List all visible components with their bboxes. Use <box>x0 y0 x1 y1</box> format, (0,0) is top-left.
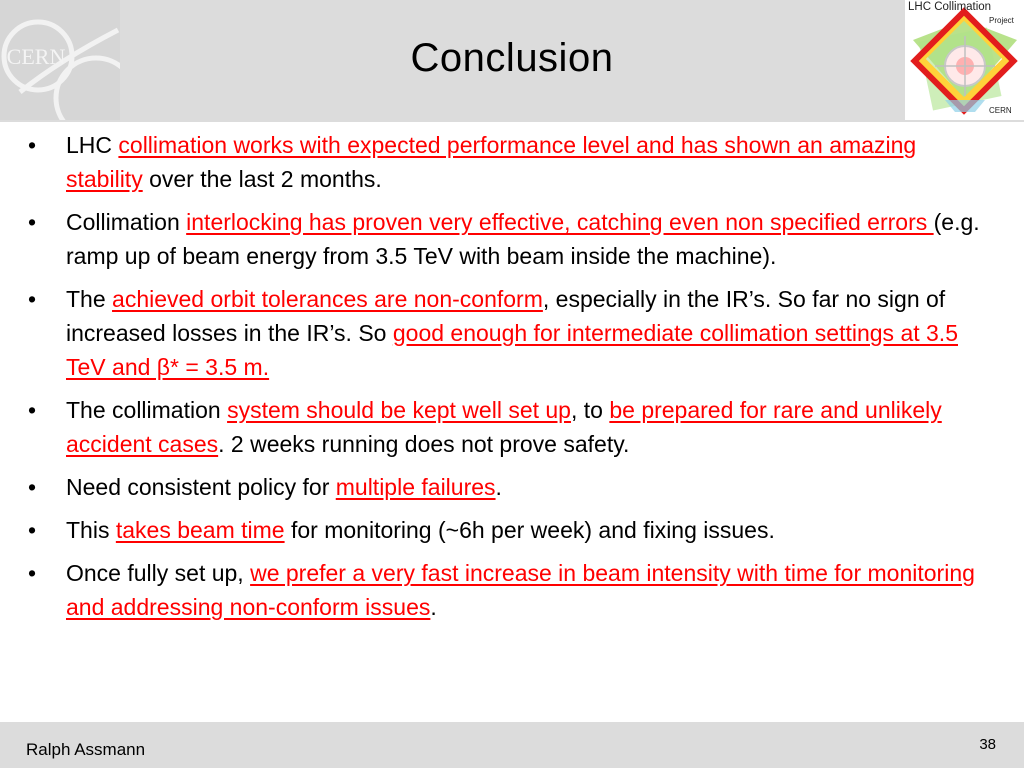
bullet-text: . <box>430 594 437 620</box>
highlighted-text: multiple failures <box>335 474 496 500</box>
bullet-item-1 <box>0 128 1024 196</box>
bullet-list <box>0 128 1024 633</box>
bullet-text: . 2 weeks running does not prove safety. <box>218 431 630 457</box>
bullet-marker: • <box>28 132 37 158</box>
highlighted-text: system should be kept well set up <box>227 397 571 423</box>
author-name: Ralph Assmann <box>26 740 146 759</box>
bullet-text: Collimation <box>66 209 187 235</box>
bullet-text: over the last 2 months. <box>142 166 382 192</box>
bullet-text: The collimation <box>66 397 228 423</box>
page-title: Conclusion <box>410 36 614 80</box>
svg-text:CERN: CERN <box>6 44 66 69</box>
bullet-text: , to <box>570 397 610 423</box>
page-number: 38 <box>979 736 996 753</box>
highlighted-text: interlocking has proven very effective, catching even non specified errors <box>186 209 934 235</box>
bullet-text: This <box>66 517 116 543</box>
bullet-marker: • <box>28 560 37 586</box>
bullet-item-7 <box>0 556 1024 624</box>
logo-title-text: LHC Collimation <box>908 1 992 13</box>
bullet-text: (e.g. ramp up of beam energy from 3.5 TeV with beam inside the machine). <box>66 209 980 269</box>
bullet-marker: • <box>28 474 37 500</box>
highlighted-text: we prefer a very fast increase in beam intensity with time for monitoring and addressing non-conform issues <box>66 560 975 620</box>
highlighted-text: achieved orbit tolerances are non-conform <box>112 286 543 312</box>
logo-cern-text: CERN <box>989 106 1012 115</box>
bullet-text: . <box>495 474 502 500</box>
highlighted-text: good enough for intermediate collimation settings at 3.5 TeV and β* = 3.5 m. <box>66 320 958 380</box>
bullet-item-6 <box>0 513 1024 547</box>
bullet-text: Need consistent policy for <box>66 474 336 500</box>
bullet-text: LHC <box>66 132 119 158</box>
highlighted-text: takes beam time <box>115 517 285 543</box>
bullet-marker: • <box>28 209 37 235</box>
highlighted-text: collimation works with expected performance level and has shown an amazing stability <box>66 132 917 192</box>
header-band <box>0 0 1024 122</box>
highlighted-text: be prepared for rare and unlikely accident cases <box>66 397 942 457</box>
bullet-marker: • <box>28 286 37 312</box>
bullet-item-4 <box>0 393 1024 461</box>
bullet-text: , especially in the IR’s. So far no sign of increased losses in the IR’s. So <box>66 286 946 346</box>
bullet-marker: • <box>28 397 37 423</box>
bullet-item-5 <box>0 470 1024 504</box>
bullet-marker: • <box>28 517 37 543</box>
bullet-item-2 <box>0 205 1024 273</box>
footer-band <box>0 722 1024 768</box>
lhc-collimation-project-logo-icon <box>905 0 1024 120</box>
bullet-text: Once fully set up, <box>66 560 251 586</box>
bullet-text: The <box>66 286 113 312</box>
bullet-text: for monitoring (~6h per week) and fixing issues. <box>284 517 775 543</box>
logo-project-text: Project <box>989 16 1014 25</box>
bullet-item-3 <box>0 282 1024 384</box>
